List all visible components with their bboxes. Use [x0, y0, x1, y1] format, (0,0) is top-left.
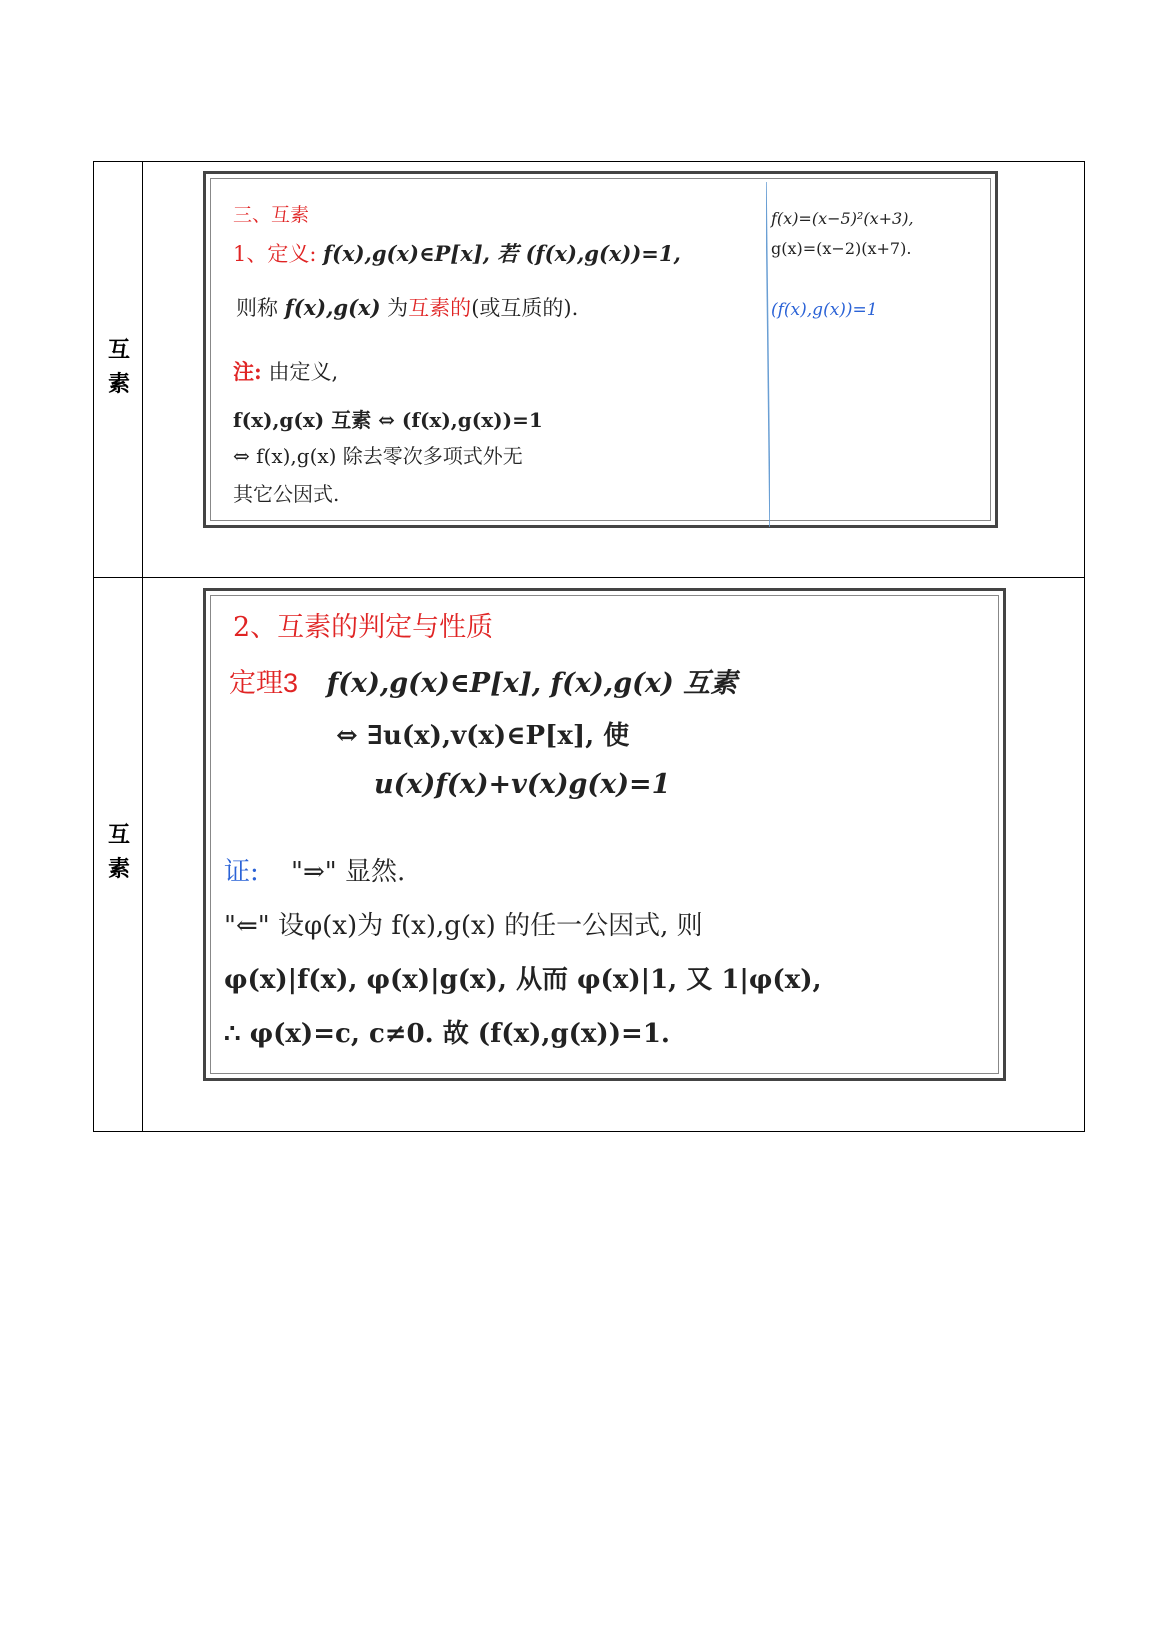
definition-label: 1、定义: — [233, 242, 317, 266]
example-f: f(x)=(x−5)²(x+3), — [771, 209, 914, 228]
theorem-line-2: ⇔ ∃u(x),v(x)∈P[x], 使 — [336, 721, 630, 751]
note-line — [233, 356, 338, 386]
row-label-1: 互素 — [107, 337, 130, 397]
note-equivalence-2: ⇔ f(x),g(x) 除去零次多项式外无 — [233, 444, 523, 468]
definition-line — [233, 238, 681, 268]
def-text-pre: 则称 — [236, 296, 285, 320]
definition-math: f(x),g(x)∈P[x], 若 (f(x),g(x))=1, — [323, 241, 681, 266]
section-heading: 三、互素 — [233, 204, 310, 226]
def-text-post: (或互质的). — [471, 296, 579, 320]
proof-label: 证: — [224, 857, 259, 887]
theorem-line-1 — [229, 661, 737, 700]
def-math-2: f(x),g(x) — [284, 295, 381, 320]
proof-line-1 — [224, 851, 405, 888]
column-divider — [142, 161, 143, 1132]
example-gcd: (f(x),g(x))=1 — [771, 300, 878, 320]
proof-line-4: ∴ φ(x)=c, c≠0. 故 (f(x),g(x))=1. — [224, 1019, 670, 1049]
proof-line-3: φ(x)|f(x), φ(x)|g(x), 从而 φ(x)|1, 又 1|φ(x), — [224, 965, 822, 995]
row-divider — [93, 577, 1085, 578]
note-text: 由定义, — [268, 360, 339, 384]
note-label: 注: — [233, 359, 262, 384]
def-text-mid: 为 — [380, 296, 409, 320]
def-coprime-term: 互素的 — [408, 296, 472, 320]
slide-separator — [766, 182, 770, 527]
theorem-statement: f(x),g(x)∈P[x], f(x),g(x) 互素 — [326, 668, 738, 699]
note-equivalence-1: f(x),g(x) 互素 ⇔ (f(x),g(x))=1 — [233, 408, 543, 432]
row-label-2: 互素 — [107, 822, 130, 882]
slide-1 — [203, 171, 998, 528]
proof-forward: "⇒" 显然. — [291, 857, 406, 887]
slide-2 — [203, 588, 1006, 1081]
note-conclusion: 其它公因式. — [233, 482, 340, 506]
section-heading-2: 2、互素的判定与性质 — [233, 612, 494, 643]
example-g: g(x)=(x−2)(x+7). — [771, 239, 912, 258]
definition-line-2 — [236, 292, 578, 322]
theorem-equation: u(x)f(x)+v(x)g(x)=1 — [374, 769, 671, 800]
theorem-label: 定理3 — [229, 668, 299, 698]
proof-line-2: "⇐" 设φ(x)为 f(x),g(x) 的任一公因式, 则 — [224, 911, 703, 941]
